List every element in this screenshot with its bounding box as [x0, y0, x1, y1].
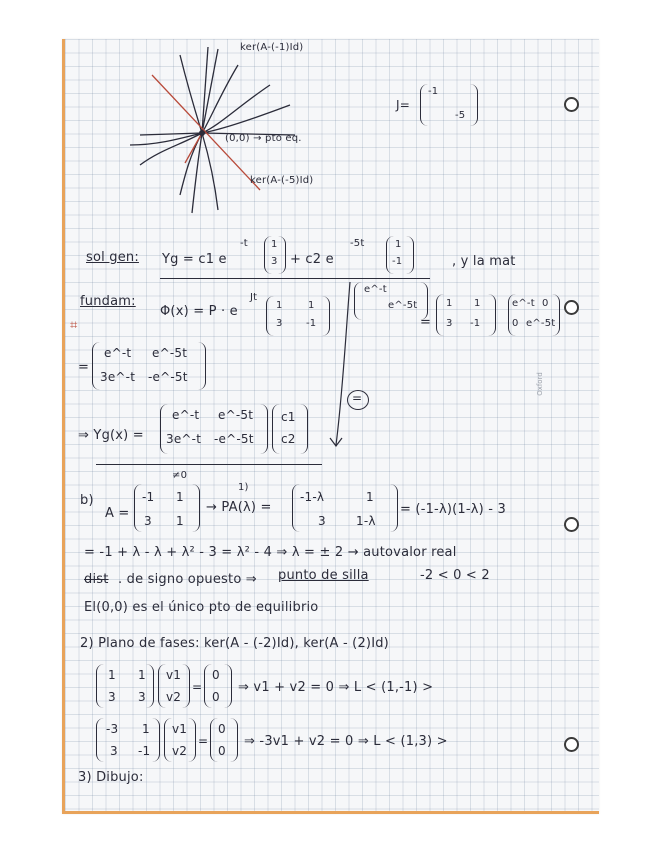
r2-m11: -3	[106, 722, 119, 736]
r1-m12: 1	[138, 668, 146, 682]
r1-z1: 0	[212, 668, 220, 682]
binder-hole	[564, 97, 579, 112]
e-diag1-2: e^-t	[512, 298, 535, 309]
r1-tail: ⇒ v1 + v2 = 0 ⇒ L < (1,-1) >	[238, 680, 434, 695]
r2-tail: ⇒ -3v1 + v2 = 0 ⇒ L < (1,3) >	[244, 734, 448, 749]
yg-c2: c2	[281, 432, 296, 446]
a12: 1	[176, 490, 184, 504]
part-b-line3-under: punto de silla	[278, 568, 369, 583]
sol-gen-lhs: Yg = c1 e	[162, 252, 227, 267]
ker-top-label: ker(A-(-1)Id)	[240, 42, 304, 53]
binder-hole	[564, 737, 579, 752]
expanded-m11: e^-t	[104, 346, 132, 360]
ker-bottom-label: ker(A-(-5)Id)	[250, 175, 314, 186]
r2-z2: 0	[218, 744, 226, 758]
yg-underline	[96, 464, 322, 465]
vector-2-bot: -1	[392, 256, 403, 267]
yg-m22: -e^-5t	[214, 432, 254, 446]
circle-eq: =	[352, 391, 363, 405]
fundam-label: fundam:	[80, 294, 136, 309]
r1-eq: =	[192, 680, 203, 694]
yg-lhs: ⇒ Yg(x) =	[78, 428, 144, 443]
r2-m12: 1	[142, 722, 150, 736]
r2-m22: -1	[138, 744, 151, 758]
side-brand: Oxford	[535, 372, 544, 396]
e-diag2-2: e^-5t	[526, 318, 556, 329]
jordan-a11: -1	[428, 86, 439, 97]
a21: 3	[144, 514, 152, 528]
part-2-heading: 2) Plano de fases: ker(A - (-2)Id), ker(A - (2)Id)	[80, 636, 389, 651]
r1-m22: 3	[138, 690, 146, 704]
expanded-m21: 3e^-t	[100, 370, 136, 384]
sol-gen-trailing: , y la mat	[452, 254, 516, 269]
connector-arrow	[318, 280, 368, 455]
part-b-line3: . de signo opuesto ⇒	[118, 572, 257, 587]
p12: 1	[308, 300, 315, 311]
expanded-m12: e^-5t	[152, 346, 188, 360]
c21: 3	[318, 514, 326, 528]
sol-gen-exp1: -t	[240, 238, 248, 249]
jordan-a22: -5	[455, 110, 466, 121]
binder-hole	[564, 300, 579, 315]
yg-m11: e^-t	[172, 408, 200, 422]
r2-m21: 3	[110, 744, 118, 758]
part-b-line3-tail: -2 < 0 < 2	[420, 568, 490, 583]
p22-2: -1	[470, 318, 481, 329]
yg-c1: c1	[281, 410, 296, 424]
vector-1-bot: 3	[271, 256, 278, 267]
c12: 1	[366, 490, 374, 504]
r2-z1: 0	[218, 722, 226, 736]
r2-v1: v1	[172, 722, 188, 736]
a-label: A =	[105, 506, 130, 521]
r1-m21: 3	[108, 690, 116, 704]
part-b-line2: = -1 + λ - λ + λ² - 3 = λ² - 4 ⇒ λ = ± 2 → autovalor real	[84, 545, 457, 560]
part-b-line4: El(0,0) es el único pto de equilibrio	[84, 600, 319, 615]
a11: -1	[142, 490, 155, 504]
jordan-label: J=	[396, 98, 410, 112]
p21: 3	[276, 318, 283, 329]
sol-gen-plus: + c2 e	[290, 252, 334, 267]
e-diag1: e^-t	[364, 284, 387, 295]
p21-2: 3	[446, 318, 453, 329]
char-poly-arrow: → PA(λ) =	[206, 500, 272, 515]
p11-2: 1	[446, 298, 453, 309]
margin-mark: ⌗	[70, 318, 78, 333]
yg-m12: e^-5t	[218, 408, 254, 422]
a22: 1	[176, 514, 184, 528]
part-b-note-top: ≠0	[172, 470, 188, 481]
p11: 1	[276, 300, 283, 311]
p-matrix-2	[436, 294, 496, 336]
phi-expression: Φ(x) = P · e	[160, 304, 238, 319]
phi-exponent: Jt	[250, 292, 258, 303]
p12-2: 1	[474, 298, 481, 309]
vector-2-top: 1	[395, 239, 402, 250]
part-b-note-1: 1)	[238, 482, 249, 493]
part-b-label: b)	[80, 493, 94, 508]
binder-hole	[564, 517, 579, 532]
r2-eq: =	[198, 734, 209, 748]
fundam-eq: =	[420, 315, 432, 330]
sol-gen-exp2: -5t	[350, 238, 365, 249]
part-3-heading: 3) Dibujo:	[78, 770, 144, 785]
r1-z2: 0	[212, 690, 220, 704]
sol-gen-underline	[160, 278, 430, 279]
expanded-eq: =	[78, 360, 90, 375]
sol-gen-label: sol gen:	[86, 250, 139, 265]
part-b-line3-strike: dist	[84, 572, 109, 587]
e-diag2: e^-5t	[388, 300, 418, 311]
e-zero1: 0	[542, 298, 549, 309]
char-poly-rhs: = (-1-λ)(1-λ) - 3	[400, 502, 506, 517]
equilibrium-label: (0,0) → pto eq.	[225, 133, 302, 144]
vector-1-top: 1	[271, 239, 278, 250]
r2-v2: v2	[172, 744, 188, 758]
r1-m11: 1	[108, 668, 116, 682]
c22: 1-λ	[356, 514, 376, 528]
c11: -1-λ	[300, 490, 325, 504]
e-zero2: 0	[512, 318, 519, 329]
expanded-m22: -e^-5t	[148, 370, 188, 384]
r1-v1: v1	[166, 668, 182, 682]
p22: -1	[306, 318, 317, 329]
yg-m21: 3e^-t	[166, 432, 202, 446]
r1-v2: v2	[166, 690, 182, 704]
